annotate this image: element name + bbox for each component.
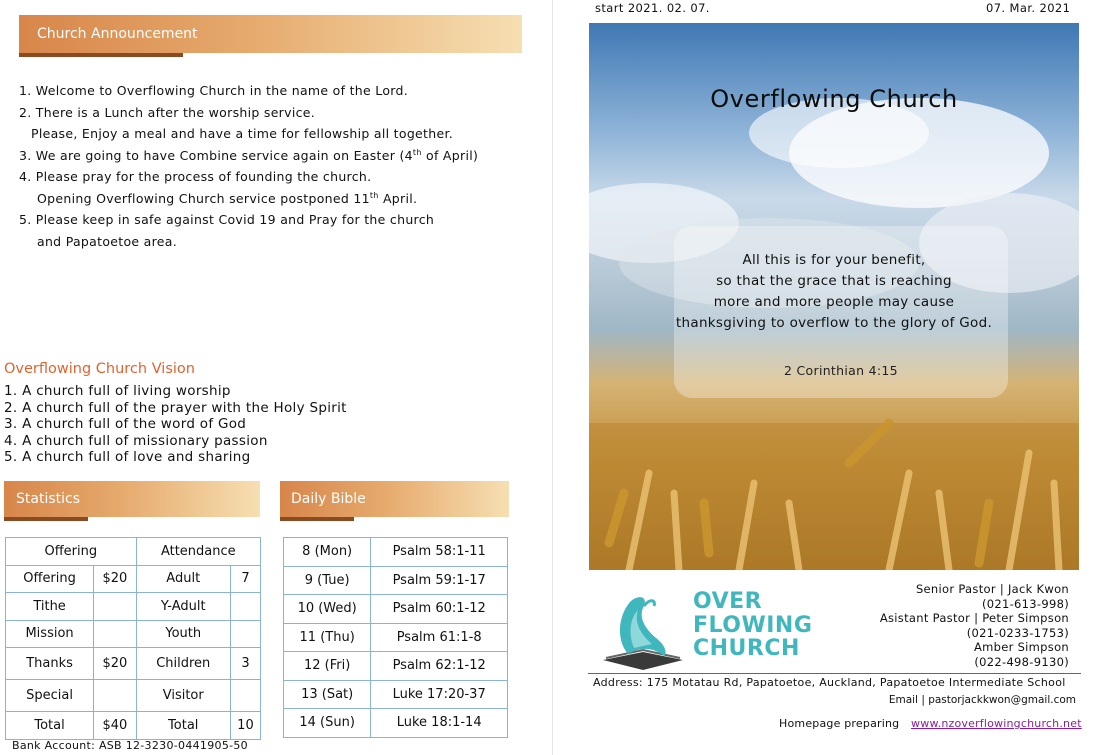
table-cell: Psalm 61:1-8: [371, 623, 508, 652]
table-cell: $20: [94, 565, 136, 593]
table-row: [6, 593, 261, 621]
verse-text: [589, 250, 1079, 334]
table-cell: Psalm 59:1-17: [371, 566, 508, 595]
attendance-header: Attendance: [136, 538, 260, 566]
table-cell: 10: [230, 712, 260, 740]
statistics-banner: [4, 481, 260, 517]
announcement-item: 1. Welcome to Overflowing Church in the name of the Lord.: [19, 83, 408, 98]
table-row: [284, 538, 508, 567]
staff-line: Amber Simpson: [973, 640, 1069, 654]
vision-item: 4. A church full of missionary passion: [4, 432, 268, 449]
announcement-item: 4. Please pray for the process of founding the church.: [19, 169, 372, 184]
verse-line: All this is for your benefit,: [742, 252, 926, 268]
table-cell: [230, 680, 260, 712]
statistics-title: Statistics: [16, 491, 80, 507]
bank-account: Bank Account: ASB 12-3230-0441905-50: [12, 739, 248, 752]
table-row: [284, 566, 508, 595]
verse-reference: 2 Corinthian 4:15: [784, 363, 898, 378]
daily-bible-title: Daily Bible: [291, 491, 366, 507]
table-cell: Visitor: [136, 680, 230, 712]
table-row: [284, 680, 508, 709]
table-cell: [94, 593, 136, 621]
staff-line: Senior Pastor | Jack Kwon: [915, 582, 1069, 596]
announcement-item: 3. We are going to have Combine service again on Easter (4th of April): [19, 147, 479, 163]
logo-wordmark: [693, 590, 812, 661]
table-cell: Psalm 58:1-11: [371, 538, 508, 567]
table-cell: [230, 620, 260, 648]
table-cell: Psalm 62:1-12: [371, 652, 508, 681]
verse-line: more and more people may cause: [713, 294, 955, 310]
banner-underbar: [4, 517, 88, 521]
announcement-item: Opening Overflowing Church service postponed 11th April.: [37, 190, 418, 206]
announcement-item: Please, Enjoy a meal and have a time for fellowship all together.: [31, 126, 454, 141]
daily-bible-table: [283, 537, 508, 738]
table-cell: Thanks: [6, 648, 94, 680]
announcement-item: and Papatoetoe area.: [37, 233, 178, 249]
staff-line: (021-0233-1753): [966, 625, 1069, 640]
table-row: [284, 623, 508, 652]
announcement-banner: [19, 15, 522, 53]
table-cell: Total: [136, 712, 230, 740]
logo-line: OVER: [693, 589, 763, 614]
vision-item: 1. A church full of living worship: [4, 383, 231, 399]
issue-date: 07. Mar. 2021: [986, 1, 1071, 15]
table-cell: 12 (Fri): [284, 652, 371, 681]
table-cell: Mission: [6, 620, 94, 648]
address: Address: 175 Motatau Rd, Papatoetoe, Auckland, Papatoetoe Intermediate School: [593, 676, 1066, 689]
table-header-row: [6, 538, 261, 566]
vision-item: 2. A church full of the prayer with the Holy Spirit: [4, 399, 347, 416]
vision-title: Overflowing Church Vision: [4, 361, 195, 377]
announcement-title: Church Announcement: [37, 26, 198, 42]
table-row: [284, 709, 508, 738]
banner-underbar: [19, 53, 183, 57]
table-cell: Luke 17:20-37: [371, 680, 508, 709]
page-divider: [552, 0, 553, 755]
table-cell: [94, 680, 136, 712]
homepage: [779, 717, 1082, 730]
logo-line: CHURCH: [693, 636, 800, 661]
table-row: [6, 680, 261, 712]
table-row: [6, 565, 261, 593]
table-cell: Luke 18:1-14: [371, 709, 508, 738]
announcement-item: 2. There is a Lunch after the worship service.: [19, 104, 316, 120]
table-cell: Youth: [136, 620, 230, 648]
table-cell: $40: [94, 712, 136, 740]
staff-line: Asistant Pastor | Peter Simpson: [879, 611, 1069, 625]
staff-line: (022-498-9130): [974, 654, 1069, 669]
table-cell: Y-Adult: [136, 593, 230, 621]
table-cell: [230, 593, 260, 621]
announcement-list: [19, 80, 539, 252]
table-cell: Offering: [6, 565, 94, 593]
start-date: start 2021. 02. 07.: [595, 1, 710, 15]
table-row: [284, 595, 508, 624]
staff-info: [880, 582, 1069, 669]
table-cell: 8 (Mon): [284, 538, 371, 567]
logo-line: FLOWING: [693, 612, 813, 638]
table-cell: 13 (Sat): [284, 680, 371, 709]
cover-church-name: Overflowing Church: [710, 85, 958, 113]
staff-line: (021-613-998): [981, 596, 1069, 611]
vision-item: 3. A church full of the word of God: [4, 416, 247, 432]
announcement-item: 5. Please keep in safe against Covid 19 and Pray for the church: [19, 212, 435, 227]
homepage-label: Homepage preparing: [779, 717, 900, 730]
vision-list: [4, 383, 347, 466]
statistics-table: [5, 537, 261, 740]
table-row: [6, 712, 261, 740]
verse-line: so that the grace that is reaching: [716, 273, 952, 289]
table-cell: Psalm 60:1-12: [371, 595, 508, 624]
table-row: [6, 620, 261, 648]
table-cell: Total: [6, 712, 94, 740]
table-row: [284, 652, 508, 681]
table-cell: 3: [230, 648, 260, 680]
table-cell: 7: [230, 565, 260, 593]
offering-header: Offering: [6, 538, 137, 566]
table-cell: $20: [94, 648, 136, 680]
table-cell: Adult: [136, 565, 230, 593]
table-cell: Special: [6, 680, 94, 712]
email: Email | pastorjackkwon@gmail.com: [888, 694, 1076, 706]
table-cell: 14 (Sun): [284, 709, 371, 738]
table-cell: Children: [136, 648, 230, 680]
table-row: [6, 648, 261, 680]
table-cell: 9 (Tue): [284, 566, 371, 595]
table-cell: 10 (Wed): [284, 595, 371, 624]
address-divider: [588, 673, 1081, 674]
daily-bible-banner: [280, 481, 509, 517]
table-cell: [94, 620, 136, 648]
table-cell: Tithe: [6, 593, 94, 621]
table-cell: 11 (Thu): [284, 623, 371, 652]
vision-item: 5. A church full of love and sharing: [4, 449, 251, 465]
verse-line: thanksgiving to overflow to the glory of God.: [675, 315, 993, 331]
homepage-link[interactable]: www.nzoverflowingchurch.net: [911, 717, 1082, 730]
banner-underbar: [280, 517, 354, 521]
cover-image: [589, 23, 1079, 570]
